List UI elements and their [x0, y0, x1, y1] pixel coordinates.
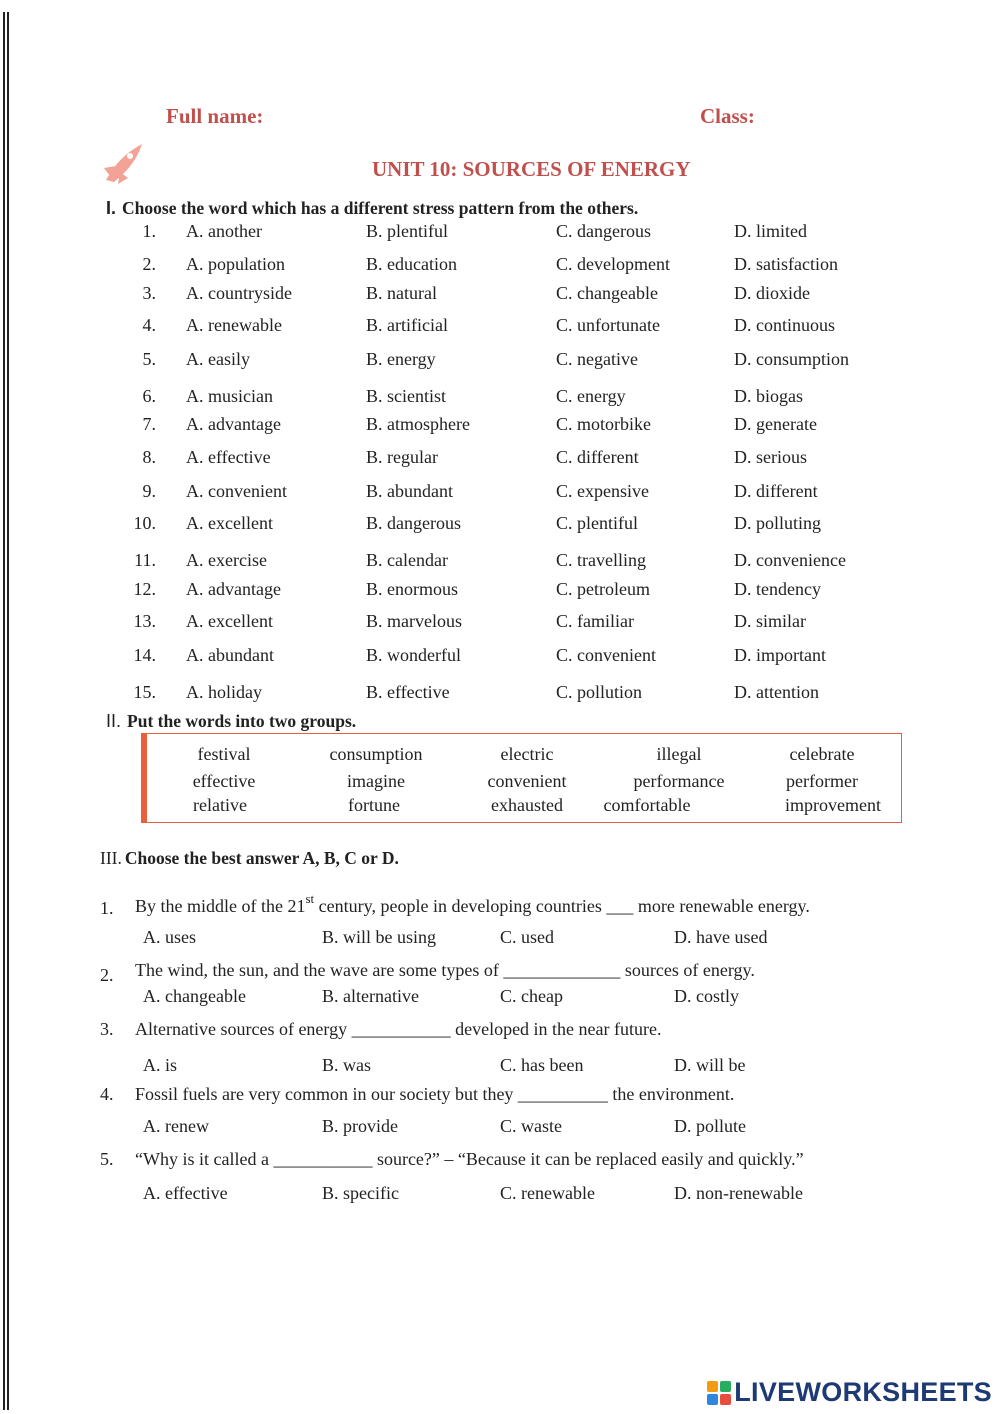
question-number: 8. [142, 447, 156, 467]
answer-option: C. has been [500, 1055, 584, 1075]
option-c: C. energy [556, 386, 626, 406]
option-b: B. scientist [366, 386, 446, 406]
option-a: A. exercise [186, 550, 267, 570]
question-text: “Why is it called a ___________ source?” – “Because it can be replaced easily and quickly.” [135, 1149, 804, 1169]
option-a: A. holiday [186, 682, 262, 702]
question-number: 3. [100, 1019, 114, 1039]
question-number: 12. [133, 579, 156, 599]
option-a: A. advantage [186, 579, 281, 599]
question-number: 2. [142, 254, 156, 274]
option-d: D. tendency [734, 579, 821, 599]
section3-number: III. [100, 848, 122, 868]
option-d: D. consumption [734, 349, 849, 369]
option-d: D. generate [734, 414, 817, 434]
group-word: imagine [347, 771, 405, 791]
option-b: B. calendar [366, 550, 448, 570]
full-name-label: Full name: [166, 104, 264, 128]
option-d: D. dioxide [734, 283, 810, 303]
option-c: C. unfortunate [556, 315, 660, 335]
question-number: 7. [142, 414, 156, 434]
question-number: 1. [142, 221, 156, 241]
group-word: festival [197, 744, 251, 764]
stress-question-row [0, 513, 1000, 539]
group-word: improvement [785, 795, 881, 815]
option-d: D. polluting [734, 513, 822, 533]
section1-instruction: Choose the word which has a different stress pattern from the others. [122, 198, 639, 218]
option-a: A. musician [186, 386, 273, 406]
option-b: B. artificial [366, 315, 448, 335]
answer-option: C. cheap [500, 986, 563, 1006]
answer-option: D. will be [674, 1055, 746, 1075]
question-number: 2. [100, 965, 114, 985]
question-number: 6. [142, 386, 156, 406]
section3-instruction: Choose the best answer A, B, C or D. [124, 848, 399, 868]
option-b: B. plentiful [366, 221, 448, 241]
group-word: fortune [348, 795, 400, 815]
answer-option: D. non-renewable [674, 1183, 803, 1203]
option-d: D. attention [734, 682, 819, 702]
stress-question-row [0, 611, 1000, 637]
group-word: celebrate [789, 744, 855, 764]
section1-number: I. [106, 198, 117, 218]
question-text: Alternative sources of energy ___________ developed in the near future. [135, 1019, 662, 1039]
question-number: 4. [100, 1084, 114, 1104]
option-c: C. petroleum [556, 579, 650, 599]
stress-question-row [0, 579, 1000, 605]
group-word: effective [192, 771, 256, 791]
answer-option: A. changeable [143, 986, 246, 1006]
stress-question-row [0, 645, 1000, 671]
answer-option: A. effective [143, 1183, 228, 1203]
answer-option: A. uses [143, 927, 196, 947]
option-c: C. development [556, 254, 670, 274]
option-b: B. abundant [366, 481, 453, 501]
logo-text: LIVEWORKSHEETS [734, 1377, 992, 1407]
option-c: C. travelling [556, 550, 646, 570]
option-a: A. renewable [186, 315, 282, 335]
answer-option: B. was [322, 1055, 371, 1075]
option-a: A. countryside [186, 283, 292, 303]
liveworksheets-logo [707, 1377, 992, 1408]
question-number: 13. [133, 611, 156, 631]
question-text [135, 891, 810, 917]
stress-question-row [0, 447, 1000, 473]
question-number: 4. [142, 315, 156, 335]
option-d: D. important [734, 645, 826, 665]
stress-question-row [0, 349, 1000, 375]
option-a: A. excellent [186, 513, 273, 533]
option-d: D. serious [734, 447, 807, 467]
section1-heading [106, 198, 638, 219]
class-label: Class: [700, 104, 755, 128]
option-b: B. education [366, 254, 457, 274]
stress-question-row [0, 254, 1000, 280]
stress-question-row [0, 481, 1000, 507]
question-text-after: century, people in developing countries ___ more renewable energy. [314, 896, 810, 916]
option-d: D. satisfaction [734, 254, 838, 274]
answer-option: B. specific [322, 1183, 399, 1203]
group-word: consumption [329, 744, 423, 764]
option-b: B. dangerous [366, 513, 461, 533]
section3-heading [100, 848, 399, 869]
option-c: C. motorbike [556, 414, 651, 434]
stress-question-row [0, 386, 1000, 412]
option-b: B. energy [366, 349, 436, 369]
question-number: 5. [100, 1149, 114, 1169]
word-box [141, 733, 902, 823]
page-title: UNIT 10: SOURCES OF ENERGY [372, 157, 691, 181]
option-c: C. familiar [556, 611, 634, 631]
option-b: B. enormous [366, 579, 458, 599]
group-word: performer [786, 771, 858, 791]
question-number: 10. [133, 513, 156, 533]
option-c: C. changeable [556, 283, 658, 303]
answer-option: C. used [500, 927, 554, 947]
answer-option: A. renew [143, 1116, 209, 1136]
question-number: 15. [133, 682, 156, 702]
answer-option: D. pollute [674, 1116, 746, 1136]
option-d: D. similar [734, 611, 806, 631]
question-text-before: By the middle of the 21 [135, 896, 306, 916]
question-number: 3. [142, 283, 156, 303]
answer-option: C. waste [500, 1116, 562, 1136]
stress-question-row [0, 221, 1000, 247]
stress-question-row [0, 283, 1000, 309]
stress-question-row [0, 682, 1000, 708]
option-d: D. biogas [734, 386, 803, 406]
group-word: illegal [656, 744, 702, 764]
option-c: C. plentiful [556, 513, 638, 533]
option-a: A. excellent [186, 611, 273, 631]
option-c: C. pollution [556, 682, 643, 702]
section2-number: II. [106, 711, 122, 731]
option-b: B. regular [366, 447, 438, 467]
stress-question-row [0, 550, 1000, 576]
group-word: electric [500, 744, 554, 764]
section2-heading [106, 711, 356, 732]
answer-option: D. costly [674, 986, 739, 1006]
answer-option: B. provide [322, 1116, 398, 1136]
question-number: 9. [142, 481, 156, 501]
answer-option: D. have used [674, 927, 768, 947]
option-a: A. effective [186, 447, 271, 467]
rocket-icon [100, 140, 150, 186]
answer-option: A. is [143, 1055, 178, 1075]
question-number: 5. [142, 349, 156, 369]
group-word: comfortable [603, 795, 691, 815]
group-word: exhausted [491, 795, 563, 815]
question-number: 11. [134, 550, 156, 570]
stress-question-row [0, 315, 1000, 341]
option-c: C. convenient [556, 645, 656, 665]
group-word: convenient [487, 771, 567, 791]
option-b: B. marvelous [366, 611, 462, 631]
answer-option: C. renewable [500, 1183, 595, 1203]
option-a: A. easily [186, 349, 250, 369]
option-d: D. different [734, 481, 818, 501]
option-a: A. abundant [186, 645, 274, 665]
option-b: B. effective [366, 682, 450, 702]
question-text: Fossil fuels are very common in our society but they __________ the environment. [135, 1084, 735, 1104]
option-d: D. continuous [734, 315, 835, 335]
option-b: B. wonderful [366, 645, 461, 665]
superscript: st [305, 891, 315, 906]
option-a: A. another [186, 221, 262, 241]
stress-question-row [0, 414, 1000, 440]
group-word: performance [633, 771, 725, 791]
option-a: A. advantage [186, 414, 281, 434]
option-d: D. convenience [734, 550, 846, 570]
option-c: C. negative [556, 349, 638, 369]
option-c: C. dangerous [556, 221, 651, 241]
option-b: B. natural [366, 283, 437, 303]
question-text: The wind, the sun, and the wave are some types of _____________ sources of energy. [135, 960, 755, 980]
option-a: A. convenient [186, 481, 287, 501]
answer-option: B. will be using [322, 927, 437, 947]
option-a: A. population [186, 254, 285, 274]
option-d: D. limited [734, 221, 807, 241]
option-c: C. different [556, 447, 639, 467]
question-number: 14. [133, 645, 156, 665]
option-c: C. expensive [556, 481, 649, 501]
question-number: 1. [100, 898, 114, 918]
option-b: B. atmosphere [366, 414, 470, 434]
section2-instruction: Put the words into two groups. [127, 711, 357, 731]
logo-icon [707, 1381, 731, 1405]
group-word: relative [193, 795, 247, 815]
answer-option: B. alternative [322, 986, 419, 1006]
